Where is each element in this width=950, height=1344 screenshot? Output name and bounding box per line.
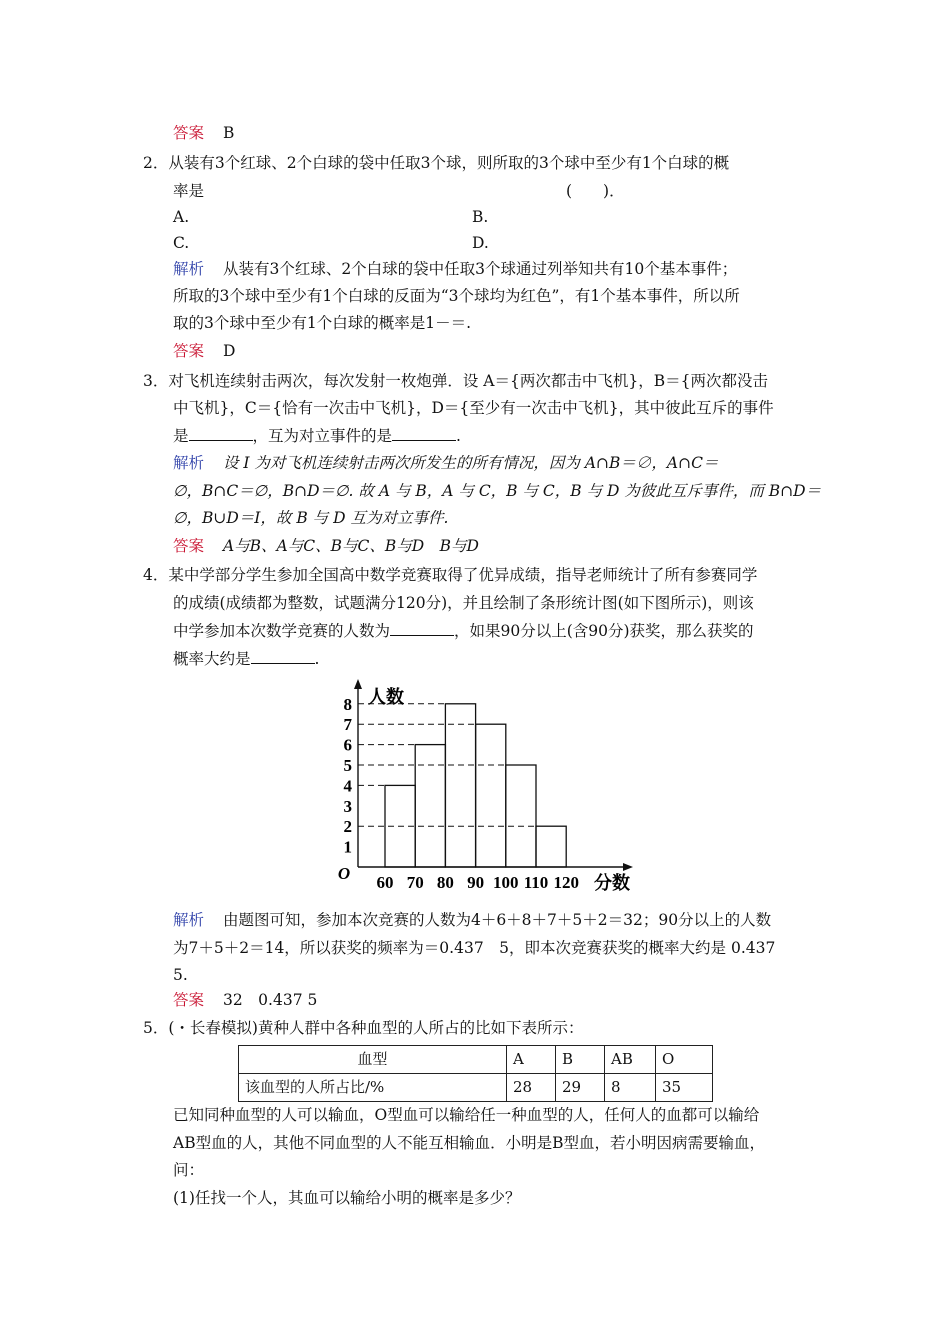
x-axis-arrow: [623, 863, 633, 871]
q5-para-line2: AB型血的人，其他不同血型的人不能互相输血．小明是B型血，若小明因病需要输血，: [173, 1134, 765, 1152]
q4-stem-line1: [143, 565, 757, 585]
stem-text: 中学参加本次数学竞赛的人数为: [173, 622, 391, 640]
q4-analysis-line1: [173, 910, 771, 930]
answer-value: B: [222, 124, 235, 142]
q2-option-b: B.: [472, 208, 489, 226]
table-cell: 35: [656, 1074, 713, 1102]
table-cell: 该血型的人所占比/%: [239, 1074, 507, 1102]
y-tick-label: 5: [343, 756, 352, 775]
origin-label: O: [337, 864, 351, 883]
x-tick-label: 60: [376, 873, 394, 892]
q4-stem-line3: [173, 620, 754, 641]
bar: [415, 745, 445, 867]
q1-answer: [173, 123, 234, 143]
q5-sub1: (1)任找一个人，其血可以输给小明的概率是多少？: [173, 1189, 521, 1207]
analysis-text: 从装有3个红球、2个白球的袋中任取3个球通过列举知共有10个基本事件；: [222, 260, 738, 278]
q2-analysis-line3: 取的3个球中至少有1个白球的概率是1－＝.: [173, 314, 472, 332]
y-tick-label: 3: [343, 796, 352, 816]
x-tick-label: 90: [467, 873, 485, 892]
bar: [506, 765, 536, 867]
y-tick-label: 8: [343, 694, 352, 714]
q2-analysis-line2: 所取的3个球中至少有1个白球的反面为“3个球均为红色”，有1个基本事件，所以所: [173, 287, 740, 305]
bar-chart: [330, 675, 640, 895]
analysis-text: 设 I 为对飞机连续射击两次所发生的所有情况，因为 A∩B＝∅，A∩C＝: [222, 454, 719, 472]
q4-stem-line4: [173, 648, 319, 669]
table-header-row: [239, 1046, 713, 1074]
table-cell: 29: [556, 1074, 605, 1102]
stem-text: 从装有3个红球、2个白球的袋中任取3个球，则所取的3个球中至少有1个白球的概: [168, 154, 730, 172]
q2-stem-line2: 率是: [173, 182, 205, 200]
answer-value: A与B、A与C、B与C、B与D B与D: [222, 537, 479, 555]
q3-analysis-line2: ∅，B∩C＝∅，B∩D＝∅. 故 A 与 B，A 与 C，B 与 C，B 与 D 为彼此互斥事件，而 B∩D＝: [173, 482, 822, 500]
q3-analysis-line1: [173, 453, 718, 473]
q3-stem-line3: [173, 425, 461, 446]
y-tick-label: 7: [343, 715, 352, 735]
stem-text: 对飞机连续射击两次，每次发射一枚炮弹．设 A＝{两次都击中飞机}，B＝{两次都没击: [168, 372, 768, 390]
stem-text: ，互为对立事件的是: [252, 427, 393, 445]
q5-para-line3: 问：: [173, 1161, 205, 1179]
stem-text: 概率大约是: [173, 650, 251, 668]
stem-text: .: [314, 650, 320, 668]
answer-value: D: [222, 342, 236, 360]
answer-label: 答案: [173, 124, 205, 142]
analysis-text: 由题图可知，参加本次竞赛的人数为4＋6＋8＋7＋5＋2＝32；90分以上的人数: [222, 911, 772, 929]
q2-analysis-line1: [173, 259, 737, 279]
q2-option-d: D.: [472, 234, 489, 252]
y-tick-label: 1: [343, 837, 352, 857]
q4-answer: [173, 990, 317, 1010]
x-axis-label: 分数: [594, 873, 630, 893]
table-cell: A: [507, 1046, 556, 1074]
q2-paren: ( )．: [566, 182, 625, 200]
q2-option-a: A.: [173, 208, 190, 226]
q4-analysis-line3: 5.: [173, 966, 188, 984]
question-number: 5．: [143, 1019, 169, 1037]
y-tick-label: 2: [343, 817, 352, 837]
q3-stem-line1: [143, 371, 768, 391]
table-cell: 8: [605, 1074, 656, 1102]
q3-answer: [173, 536, 479, 556]
stem-text: (・长春模拟)黄种人群中各种血型的人所占的比如下表所示：: [168, 1019, 584, 1037]
answer-label: 答案: [173, 537, 205, 555]
x-tick-label: 110: [523, 873, 549, 892]
bar: [536, 826, 566, 867]
x-tick-label: 70: [406, 873, 424, 892]
q4-analysis-line2: 为7＋5＋2＝14，所以获奖的频率为＝0.437 5，即本次竞赛获奖的概率大约是 0.437: [173, 939, 776, 957]
bar: [445, 704, 475, 867]
q2-stem-line1: [143, 153, 729, 173]
bar: [476, 724, 506, 867]
question-number: 2．: [143, 154, 169, 172]
stem-text: 是: [173, 427, 189, 445]
analysis-label: 解析: [173, 454, 205, 472]
answer-value: 32 0.437 5: [222, 991, 318, 1009]
analysis-label: 解析: [173, 911, 205, 929]
table-cell: 28: [507, 1074, 556, 1102]
analysis-label: 解析: [173, 260, 205, 278]
stem-text: ，如果90分以上(含90分)获奖，那么获奖的: [454, 622, 754, 640]
q2-answer: [173, 341, 235, 361]
stem-text: .: [456, 427, 461, 445]
y-tick-label: 4: [343, 776, 352, 796]
y-axis-label: 人数: [368, 687, 404, 707]
blank-1: [189, 425, 253, 441]
x-tick-label: 100: [493, 873, 519, 892]
q3-stem-line2: 中飞机}，C＝{恰有一次击中飞机}，D＝{至少有一次击中飞机}，其中彼此互斥的事件: [173, 399, 774, 417]
table-cell: AB: [605, 1046, 656, 1074]
q3-analysis-line3: ∅，B∪D＝I，故 B 与 D 互为对立事件.: [173, 509, 449, 527]
question-number: 3．: [143, 372, 169, 390]
x-tick-label: 80: [436, 873, 454, 892]
answer-label: 答案: [173, 991, 205, 1009]
stem-text: 某中学部分学生参加全国高中数学竞赛取得了优异成绩，指导老师统计了所有参赛同学: [168, 566, 758, 584]
blank-2: [392, 425, 456, 441]
blank-2: [251, 648, 315, 664]
blank-1: [390, 620, 454, 636]
answer-label: 答案: [173, 342, 205, 360]
y-axis-arrow: [354, 679, 362, 689]
blood-type-table: [238, 1045, 713, 1102]
question-number: 4．: [143, 566, 169, 584]
q2-option-c: C.: [173, 234, 190, 252]
q5-para-line1: 已知同种血型的人可以输血，O型血可以输给任一种血型的人，任何人的血都可以输给: [173, 1106, 760, 1124]
q5-stem: [143, 1018, 583, 1038]
x-tick-label: 120: [553, 873, 579, 892]
table-cell: O: [656, 1046, 713, 1074]
table-row: [239, 1074, 713, 1102]
table-cell: 血型: [239, 1046, 507, 1074]
q4-stem-line2: 的成绩(成绩都为整数，试题满分120分)，并且绘制了条形统计图(如下图所示)，则该: [173, 594, 754, 612]
y-tick-label: 6: [343, 735, 352, 755]
table-cell: B: [556, 1046, 605, 1074]
